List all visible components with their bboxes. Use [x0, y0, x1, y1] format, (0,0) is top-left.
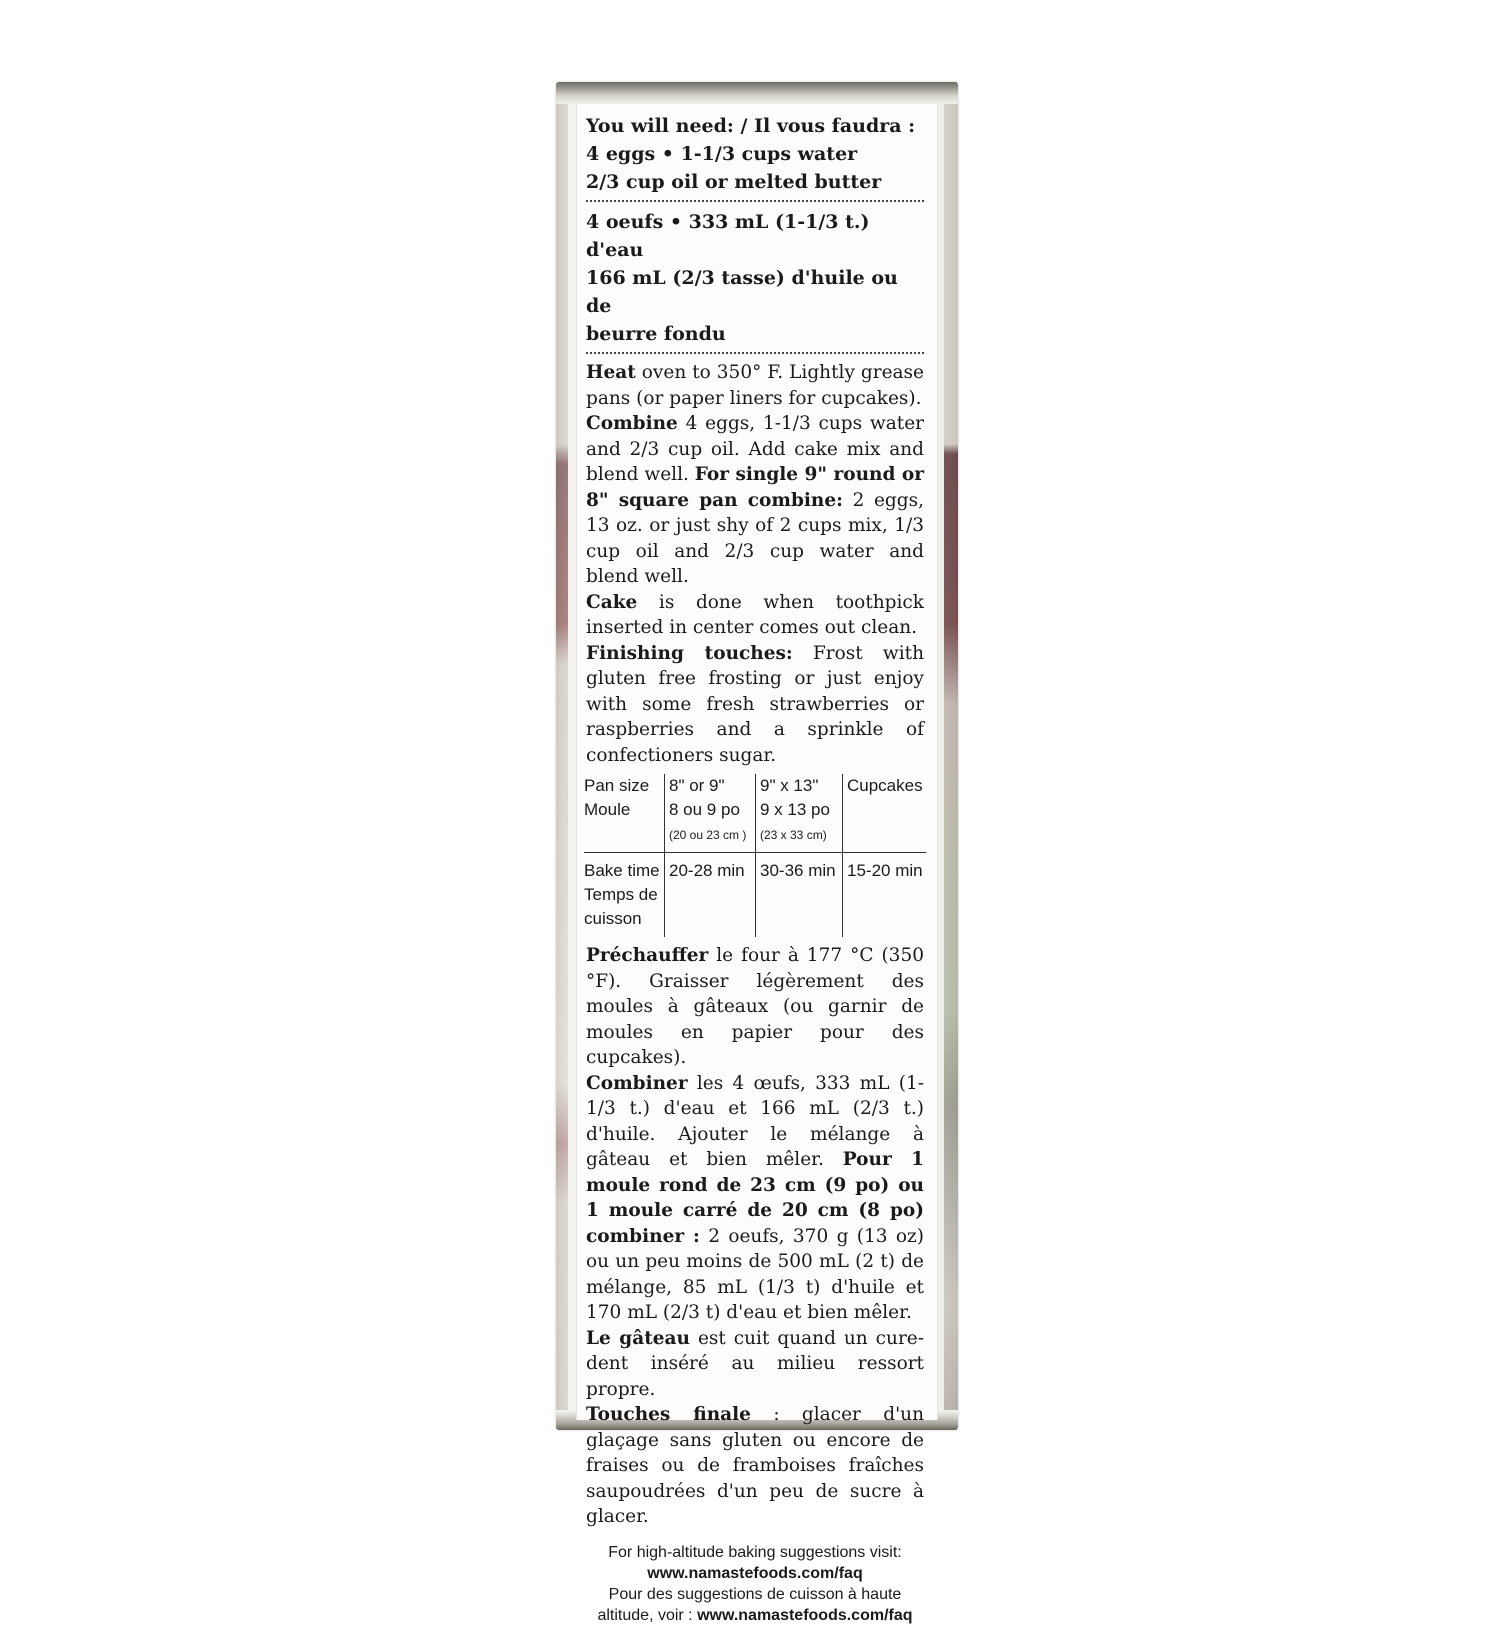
need-fr-line-3: beurre fondu [586, 323, 726, 345]
en-finishing-label: Finishing touches: [586, 642, 793, 664]
fr-combiner-label: Combiner [586, 1072, 688, 1094]
fr-prechauffer-paragraph [586, 943, 924, 1071]
footer-fr-url: www.namastefoods.com/faq [697, 1606, 913, 1624]
need-header: You will need: / Il vous faudra : [586, 115, 916, 137]
pan-rect-size-cm: (23 x 33 cm) [760, 828, 827, 842]
fr-touches-paragraph [586, 1402, 924, 1530]
pan-rect-size-fr: 9 x 13 po [760, 800, 830, 819]
en-single-label: For single 9" round or 8" square pan combine: [586, 464, 924, 511]
table-cell [843, 774, 927, 853]
box-left-edge [556, 104, 568, 1410]
en-combine-paragraph [586, 411, 924, 590]
table-cell [584, 774, 665, 853]
box-right-edge [944, 104, 958, 1410]
bake-time-label: Bake time [584, 861, 660, 880]
table-cell [756, 774, 843, 853]
pan-round-size-fr: 8 ou 9 po [669, 800, 740, 819]
footer-fr-line [586, 1605, 924, 1626]
bake-time-rect: 30-36 min [756, 853, 843, 938]
bake-time-table [584, 774, 926, 937]
table-cell [584, 853, 665, 938]
pan-rect-size: 9" x 13" [760, 776, 819, 795]
dotted-divider [586, 352, 924, 354]
footer-fr-text-2: altitude, voir : [597, 1606, 698, 1624]
bake-time-cupcakes: 15-20 min [843, 853, 927, 938]
fr-combiner-paragraph [586, 1071, 924, 1326]
en-finishing-paragraph [586, 641, 924, 769]
fr-gateau-text: est cuit quand un cure-dent inséré au milieu ressort propre. [586, 1327, 924, 1400]
need-fr-line-2: 166 mL (2/3 tasse) d'huile ou de [586, 267, 898, 317]
instructions-content [586, 112, 924, 1626]
fr-gateau-label: Le gâteau [586, 1327, 690, 1349]
table-cell [665, 774, 756, 853]
en-heat-label: Heat [586, 362, 636, 383]
high-altitude-footer [586, 1542, 924, 1626]
en-single-text: 2 eggs, 13 oz. or just shy of 2 cups mix, 1/3 cup oil and 2/3 cup water and blend well. [586, 489, 924, 587]
fr-gateau-paragraph [586, 1326, 924, 1403]
fr-pour-label: Pour 1 moule rond de 23 cm (9 po) ou 1 moule carré de 20 cm (8 po) combiner : [586, 1149, 925, 1247]
en-combine-text: 4 eggs, 1-1/3 cups water and 2/3 cup oil. Add cake mix and blend well. [586, 413, 924, 485]
dotted-divider [586, 200, 924, 202]
en-finishing-text: Frost with gluten free frosting or just enjoy with some fresh strawberries or raspberries and a sprinkle of confectioners sugar. [586, 642, 924, 766]
pan-round-size-cm: (20 ou 23 cm ) [669, 828, 747, 842]
en-cake-text: is done when toothpick inserted in center comes out clean. [586, 591, 924, 638]
moule-label: Moule [584, 800, 631, 819]
fr-touches-label: Touches finale [586, 1404, 751, 1425]
footer-fr-text: Pour des suggestions de cuisson à haute [608, 1585, 902, 1603]
table-row [584, 774, 926, 853]
need-en-line-2: 2/3 cup oil or melted butter [586, 171, 882, 193]
en-combine-label: Combine [586, 413, 678, 434]
table-row [584, 853, 926, 938]
en-cake-label: Cake [586, 591, 638, 613]
en-heat-paragraph [586, 360, 924, 411]
box-top-flap [556, 82, 958, 104]
pan-round-size: 8" or 9" [669, 776, 725, 795]
fr-touches-text: : glacer d'un glaçage sans gluten ou encore de fraises ou de framboises fraîches saupoudrées d'un peu de sucre à glacer. [586, 1404, 924, 1527]
need-en-line-1: 4 eggs • 1-1/3 cups water [586, 143, 858, 165]
cuisson-label: cuisson [584, 909, 642, 928]
footer-url: www.namastefoods.com/faq [647, 1564, 863, 1582]
temps-label: Temps de [584, 885, 658, 904]
en-cake-paragraph [586, 590, 924, 641]
fr-prechauffer-label: Préchauffer [586, 945, 709, 966]
fr-combiner-text: les 4 œufs, 333 mL (1-1/3 t.) d'eau et 166 mL (2/3 t.) d'huile. Ajouter le mélange à gâteau et bien mêler. [586, 1072, 924, 1170]
fr-pour-text: 2 oeufs, 370 g (13 oz) ou un peu moins de 500 mL (2 t) de mélange, 85 mL (1/3 t) d'huile et 170 mL (2/3 t) d'eau et bien mêler. [586, 1225, 924, 1323]
en-heat-text: oven to 350° F. Lightly grease pans (or paper liners for cupcakes). [586, 362, 924, 409]
pan-cupcakes: Cupcakes [847, 776, 923, 795]
pan-size-label: Pan size [584, 776, 650, 795]
bake-time-round: 20-28 min [665, 853, 756, 938]
footer-en-text: For high-altitude baking suggestions visit: [608, 1543, 902, 1561]
fr-prechauffer-text: le four à 177 °C (350 °F). Graisser légèrement des moules à gâteaux (ou garnir de moules en papier pour des cupcakes). [586, 945, 924, 1068]
need-fr-line-1: 4 oeufs • 333 mL (1-1/3 t.) d'eau [586, 211, 870, 261]
